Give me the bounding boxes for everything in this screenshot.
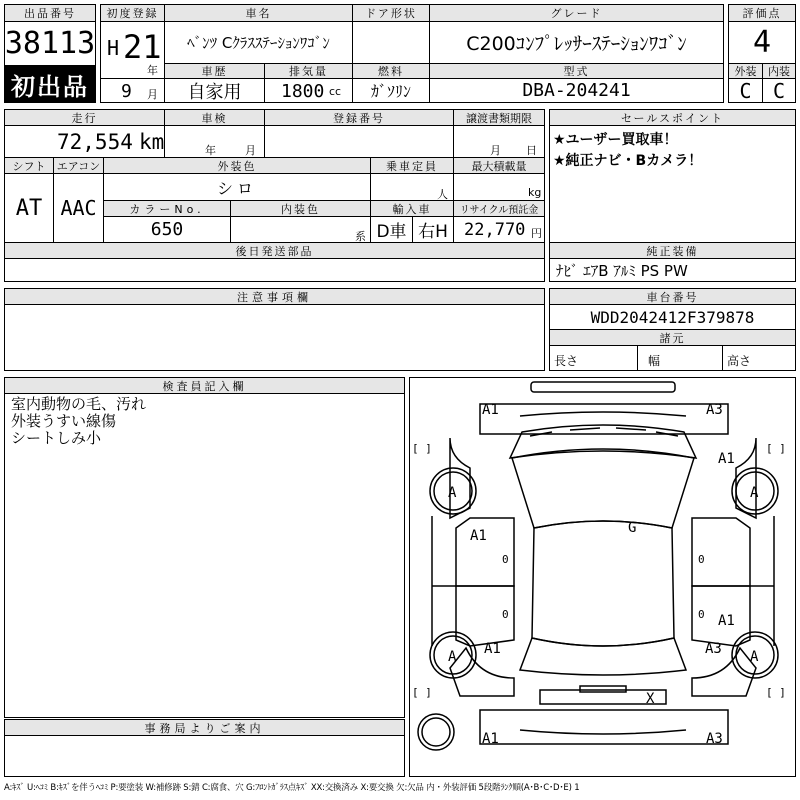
dimension-length xyxy=(549,345,638,371)
color-no-header: カラーNo. xyxy=(103,200,231,217)
aircon-header: エアコン xyxy=(53,157,104,174)
mileage-cell xyxy=(4,125,165,158)
displacement-cell xyxy=(264,78,353,103)
fuel: ｶﾞｿﾘﾝ xyxy=(352,78,430,103)
oem-equipment-header: 純正装備 xyxy=(549,242,796,259)
inspection-cell xyxy=(164,125,265,158)
history-header: 車歴 xyxy=(164,63,265,79)
mark-left-front-door: A1 xyxy=(470,528,487,544)
registration-year-cell xyxy=(100,21,165,79)
color-no: 650 xyxy=(103,216,231,243)
registration-year-unit: 年 xyxy=(147,64,158,77)
displacement-header: 排気量 xyxy=(264,63,353,79)
later-parts xyxy=(4,258,545,282)
shift-header: シフト xyxy=(4,157,54,174)
car-name-header: 車名 xyxy=(164,4,353,22)
notes-header: 注意事項欄 xyxy=(4,288,545,305)
mark-right-rear-fender: A3 xyxy=(705,641,722,657)
mileage-header: 走行 xyxy=(4,109,165,126)
registration-month-unit: 月 xyxy=(147,88,158,101)
fuel-header: 燃料 xyxy=(352,63,430,79)
bracket-mark: [ ] xyxy=(412,686,432,699)
mark-front-right: A3 xyxy=(706,402,723,418)
score-header: 評価点 xyxy=(728,4,796,22)
bracket-mark: [ ] xyxy=(412,442,432,455)
plate-number xyxy=(264,125,454,158)
inspector-body xyxy=(4,393,405,718)
exterior-color-header: 外装色 xyxy=(103,157,371,174)
mark-wheel-fl: A xyxy=(448,485,457,501)
registration-month-cell xyxy=(100,78,165,103)
mark-wheel-fr: A xyxy=(750,485,759,501)
history: 自家用 xyxy=(164,78,265,103)
grade-header: グレード xyxy=(429,4,724,22)
registration-month: 9 xyxy=(121,81,132,102)
transfer-deadline-cell xyxy=(453,125,545,158)
car-damage-diagram xyxy=(409,377,796,777)
lot-number-header: 出品番号 xyxy=(4,4,96,22)
bracket-mark: [ ] xyxy=(766,442,786,455)
dimensions-header: 諸元 xyxy=(549,329,796,346)
interior-grade-header: 内装 xyxy=(762,63,796,79)
inspection-header: 車検 xyxy=(164,109,265,126)
registration-year: 21 xyxy=(123,28,162,66)
capacity-header: 乗車定員 xyxy=(370,157,454,174)
door-header: ドア形状 xyxy=(352,4,430,22)
exterior-grade: C xyxy=(728,78,763,103)
mark-rear-bumper-right: A3 xyxy=(706,731,723,747)
car-outline-svg xyxy=(410,378,796,777)
chassis-number: WDD2042412F379878 xyxy=(549,304,796,330)
chassis-header: 車台番号 xyxy=(549,288,796,305)
max-load-header: 最大積載量 xyxy=(453,157,545,174)
dimension-width xyxy=(637,345,723,371)
plate-header: 登録番号 xyxy=(264,109,454,126)
dimension-height xyxy=(722,345,796,371)
import-steering: 右H xyxy=(412,216,454,243)
sales-points-header: セールスポイント xyxy=(549,109,796,126)
dimension-height-label: 高さ xyxy=(727,354,752,368)
sales-point-line: ★純正ナビ・Bカメラ！ xyxy=(553,153,703,169)
exterior-color: シロ xyxy=(103,173,371,201)
mark-left-rear-fender: A1 xyxy=(484,641,501,657)
mark-rear-bumper-left: A1 xyxy=(482,731,499,747)
inspection-year-unit: 年 xyxy=(205,144,216,157)
capacity-cell xyxy=(370,173,454,201)
door-zero-mark: 0 xyxy=(502,608,509,621)
model: DBA-204241 xyxy=(429,78,724,103)
door-zero-mark: 0 xyxy=(698,553,705,566)
grade: C200ｺﾝﾌﾟﾚｯｻｰｽﾃｰｼｮﾝﾜｺﾞﾝ xyxy=(429,21,724,64)
mark-windshield: G xyxy=(628,520,637,536)
recycle-deposit: 22,770 xyxy=(464,220,526,240)
mark-wheel-rl: A xyxy=(448,649,457,665)
mark-right-front-fender: A1 xyxy=(718,451,735,467)
registration-header: 初度登録 xyxy=(100,4,165,22)
interior-color-cell xyxy=(230,216,371,243)
aircon: AAC xyxy=(53,173,104,243)
transfer-deadline-header: 譲渡書類期限 xyxy=(453,109,545,126)
mark-wheel-rr: A xyxy=(750,649,759,665)
door-type xyxy=(352,21,430,64)
damage-legend: A:ｷｽﾞ U:ﾍｺﾐ B:ｷｽﾞを伴うﾍｺﾐ P:要塗装 W:補修跡 S:錆 C:腐食、穴 G:ﾌﾛﾝﾄｶﾞﾗｽ点ｷｽﾞ XX:交換済み X:要交換 欠:欠品 内・外装評価 5段階ﾗﾝｸ順(A･B･C･D･E) 1 xyxy=(4,783,580,793)
capacity-unit: 人 xyxy=(437,188,448,201)
exterior-grade-header: 外装 xyxy=(728,63,763,79)
shift: AT xyxy=(4,173,54,243)
office-header: 事務局よりご案内 xyxy=(4,719,405,736)
model-header: 型式 xyxy=(429,63,724,79)
oem-equipment: ﾅﾋﾞ ｴｱB ｱﾙﾐ PS PW xyxy=(549,258,796,282)
sales-points-box xyxy=(549,125,796,243)
dimension-length-label: 長さ xyxy=(554,354,579,368)
recycle-cell xyxy=(453,216,545,243)
max-load-cell xyxy=(453,173,545,201)
import-header: 輸入車 xyxy=(370,200,454,217)
registration-era: H xyxy=(107,36,120,60)
import-dealer: D車 xyxy=(370,216,413,243)
interior-grade: C xyxy=(762,78,796,103)
interior-color-header: 内装色 xyxy=(230,200,371,217)
mark-right-rear-door: A1 xyxy=(718,613,735,629)
first-listing-badge: 初出品 xyxy=(4,65,96,103)
dimension-width-label: 幅 xyxy=(648,354,661,368)
recycle-header: リサイクル預託金 xyxy=(453,200,545,217)
mileage-unit: km xyxy=(139,130,165,154)
max-load-unit: kg xyxy=(528,186,542,199)
sales-point-line: ★ユーザー買取車！ xyxy=(553,132,678,148)
inspector-line: シートしみ小 xyxy=(11,429,102,447)
displacement-unit: cc xyxy=(329,85,342,98)
inspector-line: 外装うすい線傷 xyxy=(11,412,117,430)
mileage: 72,554 xyxy=(57,130,133,154)
notes-body xyxy=(4,304,545,371)
mark-front-left: A1 xyxy=(482,402,499,418)
transfer-day-unit: 日 xyxy=(526,144,537,157)
inspector-line: 室内動物の毛、汚れ xyxy=(11,395,147,413)
bracket-mark: [ ] xyxy=(766,686,786,699)
displacement: 1800 xyxy=(281,81,325,102)
office-body xyxy=(4,735,405,777)
inspection-month-unit: 月 xyxy=(245,144,256,157)
recycle-unit: 円 xyxy=(531,227,542,240)
door-zero-mark: 0 xyxy=(502,553,509,566)
later-parts-header: 後日発送部品 xyxy=(4,242,545,259)
lot-number: 38113 xyxy=(4,21,96,66)
door-zero-mark: 0 xyxy=(698,608,705,621)
inspector-header: 検査員記入欄 xyxy=(4,377,405,394)
interior-color-unit: 系 xyxy=(355,230,366,243)
car-name: ﾍﾞﾝﾂ Cｸﾗｽｽﾃｰｼｮﾝﾜｺﾞﾝ xyxy=(164,21,353,64)
score: 4 xyxy=(728,21,796,64)
transfer-month-unit: 月 xyxy=(490,144,501,157)
mark-rear-garnish: X xyxy=(646,691,655,707)
